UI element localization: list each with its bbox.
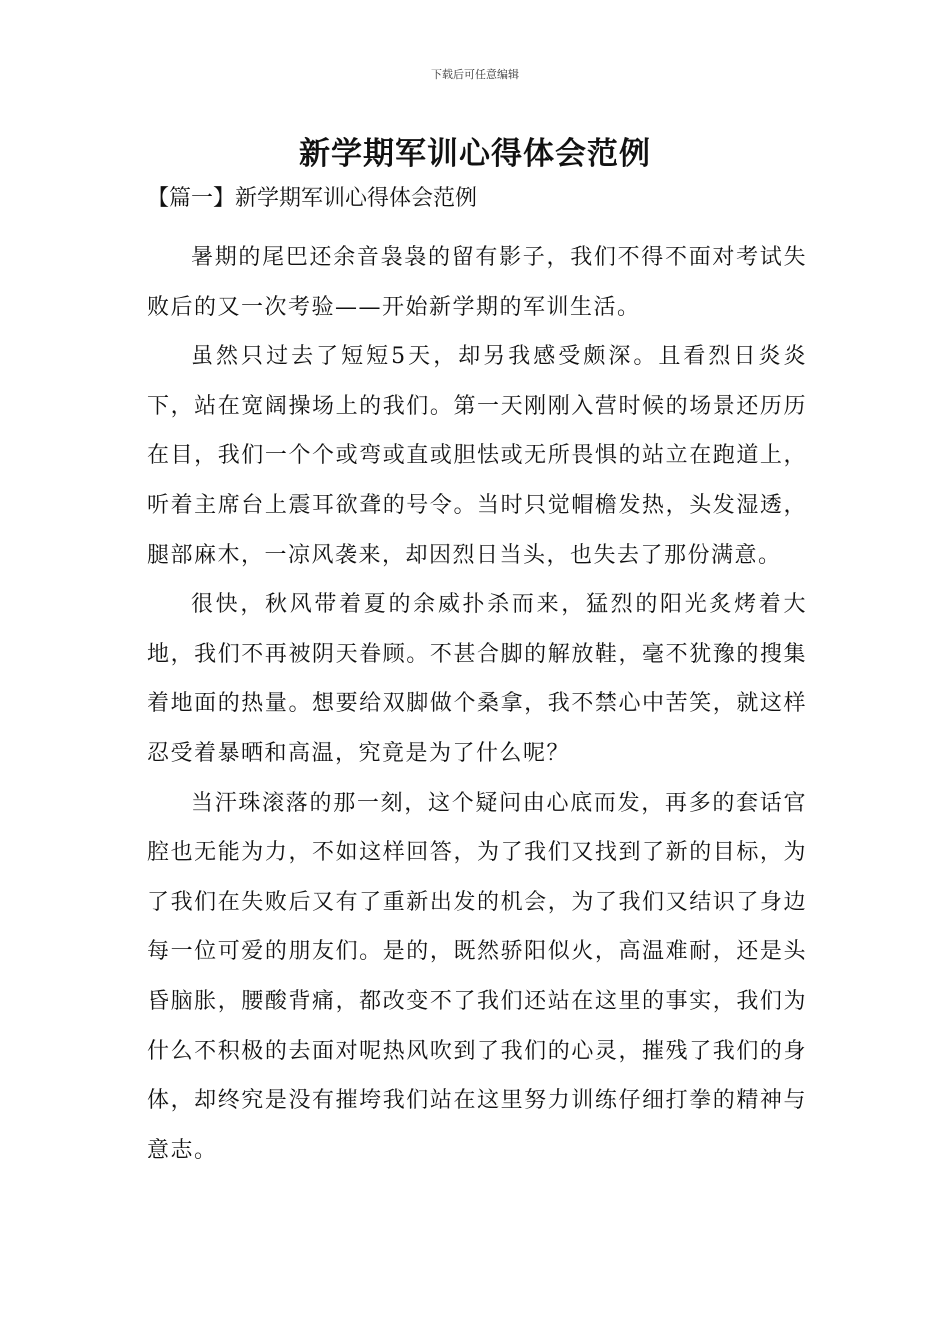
paragraph: 暑期的尾巴还余音袅袅的留有影子，我们不得不面对考试失败后的又一次考验——开始新学期的军训生活。 [147, 245, 807, 320]
paragraph: 虽然只过去了短短5天，却另我感受颇深。且看烈日炎炎下，站在宽阔操场上的我们。第一天刚刚入营时候的场景还历历在目，我们一个个或弯或直或胆怯或无所畏惧的站立在跑道上，听着主席台上震耳欲聋的号令。当时只觉帽檐发热，头发湿透，腿部麻木，一凉风袭来，却因烈日当头，也失去了那份满意。 [147, 344, 807, 568]
paragraph: 当汗珠滚落的那一刻，这个疑问由心底而发，再多的套话官腔也无能为力，不如这样回答，为了我们又找到了新的目标，为了我们在失败后又有了重新出发的机会，为了我们又结识了身边每一位可爱的朋友们。是的，既然骄阳似火，高温难耐，还是头昏脑胀，腰酸背痛，都改变不了我们还站在这里的事实，我们为什么不积极的去面对呢热风吹到了我们的心灵，摧残了我们的身体，却终究是没有摧垮我们站在这里努力训练仔细打拳的精神与意志。 [147, 790, 807, 1163]
section-heading: 【篇一】新学期军训心得体会范例 [147, 186, 478, 211]
document-title: 新学期军训心得体会范例 [299, 136, 651, 172]
paragraph: 很快，秋风带着夏的余威扑杀而来，猛烈的阳光炙烤着大地，我们不再被阴天眷顾。不甚合脚的解放鞋，毫不犹豫的搜集着地面的热量。想要给双脚做个桑拿，我不禁心中苦笑，就这样忍受着暴晒和高温，究竟是为了什么呢？ [147, 592, 807, 766]
body-text [147, 233, 807, 1175]
header-note: 下载后可任意编辑 [431, 68, 519, 81]
